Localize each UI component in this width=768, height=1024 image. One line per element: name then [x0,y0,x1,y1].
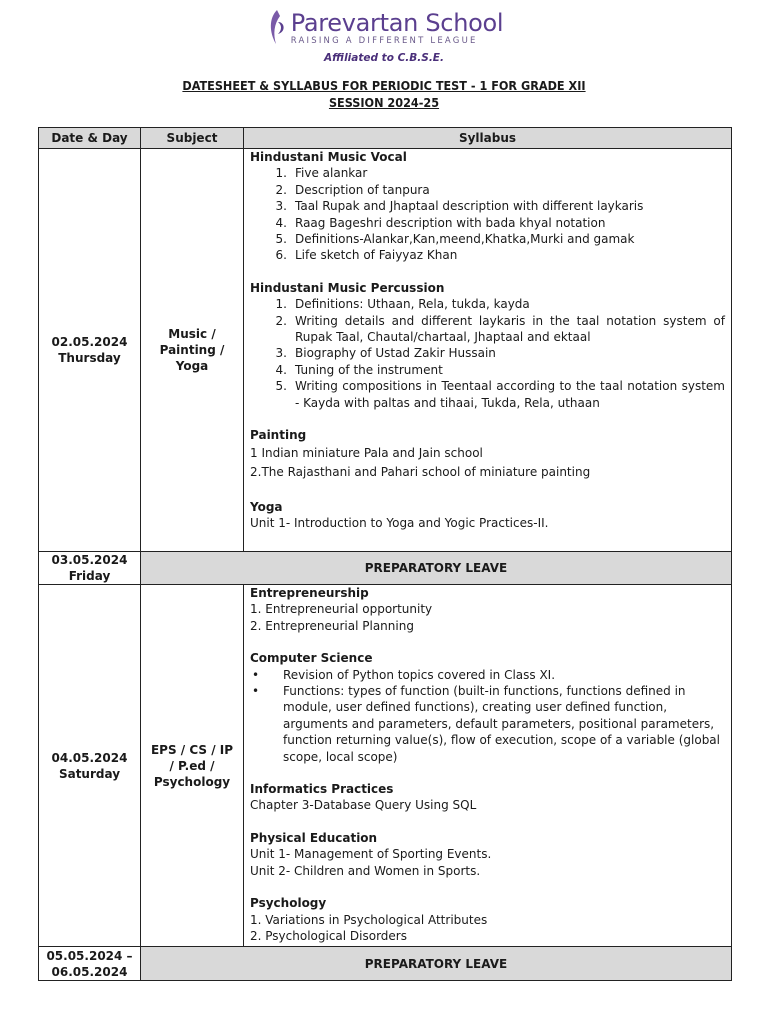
computer-science-list [250,667,725,765]
music-vocal-list [250,165,725,263]
datesheet-table [38,127,732,981]
section-heading: Computer Science [250,651,373,666]
list-item: 3. Taal Rupak and Jhaptaal description with different laykaris [275,199,644,214]
syllabus-line: 1 Indian miniature Pala and Jain school [250,445,483,460]
header-syllabus: Syllabus [244,128,732,149]
list-item: • Functions: types of function (built-in functions, functions defined in module, user defined functions), creating user defined function, arguments and parameters, default parameters, positional parameters, function returning value(s), flow of execution, scope of a variable (global scope, local scope) [252,684,720,764]
syllabus-cell [244,585,732,947]
session-title: SESSION 2024-25 [328,95,440,110]
list-item: 5. Writing compositions in Teentaal according to the taal notation system - Kayda with paltas and tihaai, Tukda, Rela, uthaan [275,379,725,410]
subject-line: Music / [168,327,216,341]
list-item: 2. Writing details and different laykaris in the taal notation system of Rupak Taal, Chautal/chartaal, Jhaptaal and ektaal [275,313,725,345]
subject-line: Yoga [175,359,209,373]
section-heading: Physical Education [250,830,378,845]
table-row [39,947,732,981]
list-item: 5. Definitions-Alankar,Kan,meend,Khatka,Murki and gamak [275,232,635,247]
date-text: 03.05.2024 [51,553,128,567]
page-header [0,6,768,111]
list-item: 6. Life sketch of Faiyyaz Khan [275,248,458,263]
syllabus-line: Unit 1- Management of Sporting Events. [250,847,492,862]
music-percussion-list [250,296,725,411]
syllabus-line: Unit 1- Introduction to Yoga and Yogic Practices-II. [250,516,549,531]
syllabus-line: 1. Variations in Psychological Attributes [250,912,488,927]
date-cell [39,947,141,981]
table-row [39,585,732,947]
page-title: DATESHEET & SYLLABUS FOR PERIODIC TEST - 1 FOR GRADE XII [182,78,586,93]
table-header-row [39,128,732,149]
section-heading: Painting [250,428,307,443]
subject-line: EPS / CS / IP [150,742,234,757]
school-name: Parevartan School [290,9,504,37]
school-logo-icon [265,8,287,48]
syllabus-line: Chapter 3-Database Query Using SQL [250,798,477,813]
section-heading: Entrepreneurship [250,586,369,600]
syllabus-cell [244,149,732,552]
section-heading: Hindustani Music Vocal [250,150,407,164]
date-text: 05.05.2024 – [46,948,133,963]
list-item: 1. Definitions: Uthaan, Rela, tukda, kayda [275,297,530,312]
syllabus-line: 2. Psychological Disorders [250,928,407,943]
section-heading: Psychology [250,896,327,911]
section-heading: Informatics Practices [250,782,394,797]
header-subject: Subject [141,128,244,149]
subject-cell [141,585,244,947]
list-item: • Revision of Python topics covered in Class XI. [252,667,556,682]
school-tagline: RAISING A DIFFERENT LEAGUE [290,36,478,46]
table-row [39,552,732,585]
date-text: 04.05.2024 [51,750,128,765]
syllabus-line: 2.The Rajasthani and Pahari school of miniature painting [250,465,591,480]
list-item: 4. Tuning of the instrument [275,362,443,377]
school-logo [0,6,768,50]
list-item: 2. Description of tanpura [275,182,430,197]
syllabus-line: 2. Entrepreneurial Planning [250,618,414,633]
list-item: 3. Biography of Ustad Zakir Hussain [275,346,496,361]
syllabus-line: Unit 2- Children and Women in Sports. [250,863,481,878]
syllabus-line: 1. Entrepreneurial opportunity [250,602,433,617]
preparatory-leave-cell: PREPARATORY LEAVE [141,947,732,981]
subject-line: Painting / [159,343,225,357]
preparatory-leave-cell: PREPARATORY LEAVE [141,552,732,585]
subject-cell [141,149,244,552]
day-text: Friday [68,569,111,583]
affiliation-text: Affiliated to C.B.S.E. [324,52,444,64]
day-text: Thursday [58,351,121,365]
table-row [39,149,732,552]
list-item: 4. Raag Bageshri description with bada khyal notation [275,215,606,230]
subject-line: Psychology [153,774,231,789]
header-date-day: Date & Day [39,128,141,149]
date-text: 06.05.2024 [51,964,128,979]
date-text: 02.05.2024 [51,335,128,349]
date-cell [39,585,141,947]
subject-line: / P.ed / [169,758,215,773]
section-heading: Yoga [250,499,283,514]
date-cell [39,149,141,552]
section-heading: Hindustani Music Percussion [250,280,445,295]
date-cell [39,552,141,585]
day-text: Saturday [58,766,121,781]
list-item: 1. Five alankar [275,166,368,181]
